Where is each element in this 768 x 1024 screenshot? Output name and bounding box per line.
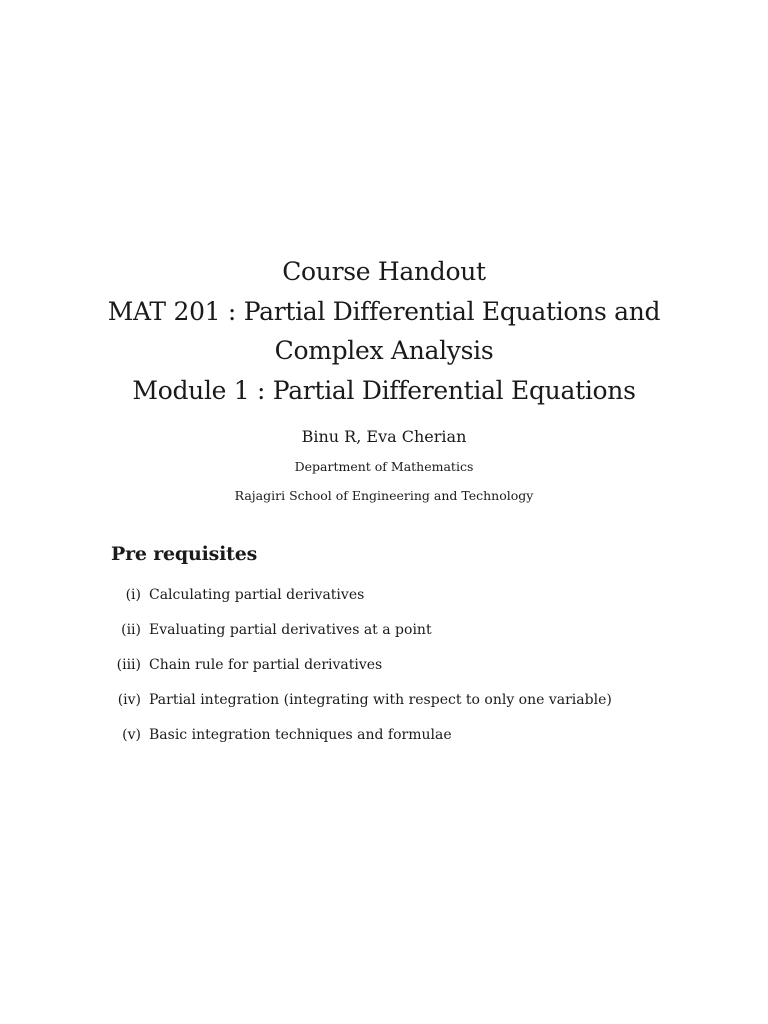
institution: Rajagiri School of Engineering and Technology	[234, 488, 534, 503]
list-item-text: Basic integration techniques and formulae	[149, 727, 452, 743]
list-item-number: (i)	[125, 587, 141, 603]
authors: Binu R, Eva Cherian	[301, 427, 467, 446]
list-item-number: (v)	[122, 727, 141, 743]
list-item-text: Evaluating partial derivatives at a point	[149, 622, 432, 638]
title-line: MAT 201 : Partial Differential Equations and	[107, 296, 661, 326]
prerequisites-list	[0, 585, 768, 760]
list-item-number: (iii)	[116, 657, 141, 673]
title-line: Course Handout	[282, 257, 486, 286]
title-block	[0, 252, 768, 410]
section-heading-prerequisites: Pre requisites	[111, 543, 258, 565]
list-item-number: (ii)	[121, 622, 141, 638]
list-item	[0, 655, 768, 690]
list-item-text: Calculating partial derivatives	[149, 587, 365, 603]
list-item	[0, 690, 768, 725]
list-item	[0, 725, 768, 760]
title-line: Complex Analysis	[274, 336, 494, 365]
list-item	[0, 620, 768, 655]
title-line: Module 1 : Partial Differential Equations	[132, 375, 636, 405]
list-item	[0, 585, 768, 620]
list-item-number: (iv)	[117, 692, 141, 708]
list-item-text: Chain rule for partial derivatives	[149, 657, 383, 673]
list-item-text: Partial integration (integrating with respect to only one variable)	[149, 692, 612, 708]
department: Department of Mathematics	[294, 459, 474, 474]
